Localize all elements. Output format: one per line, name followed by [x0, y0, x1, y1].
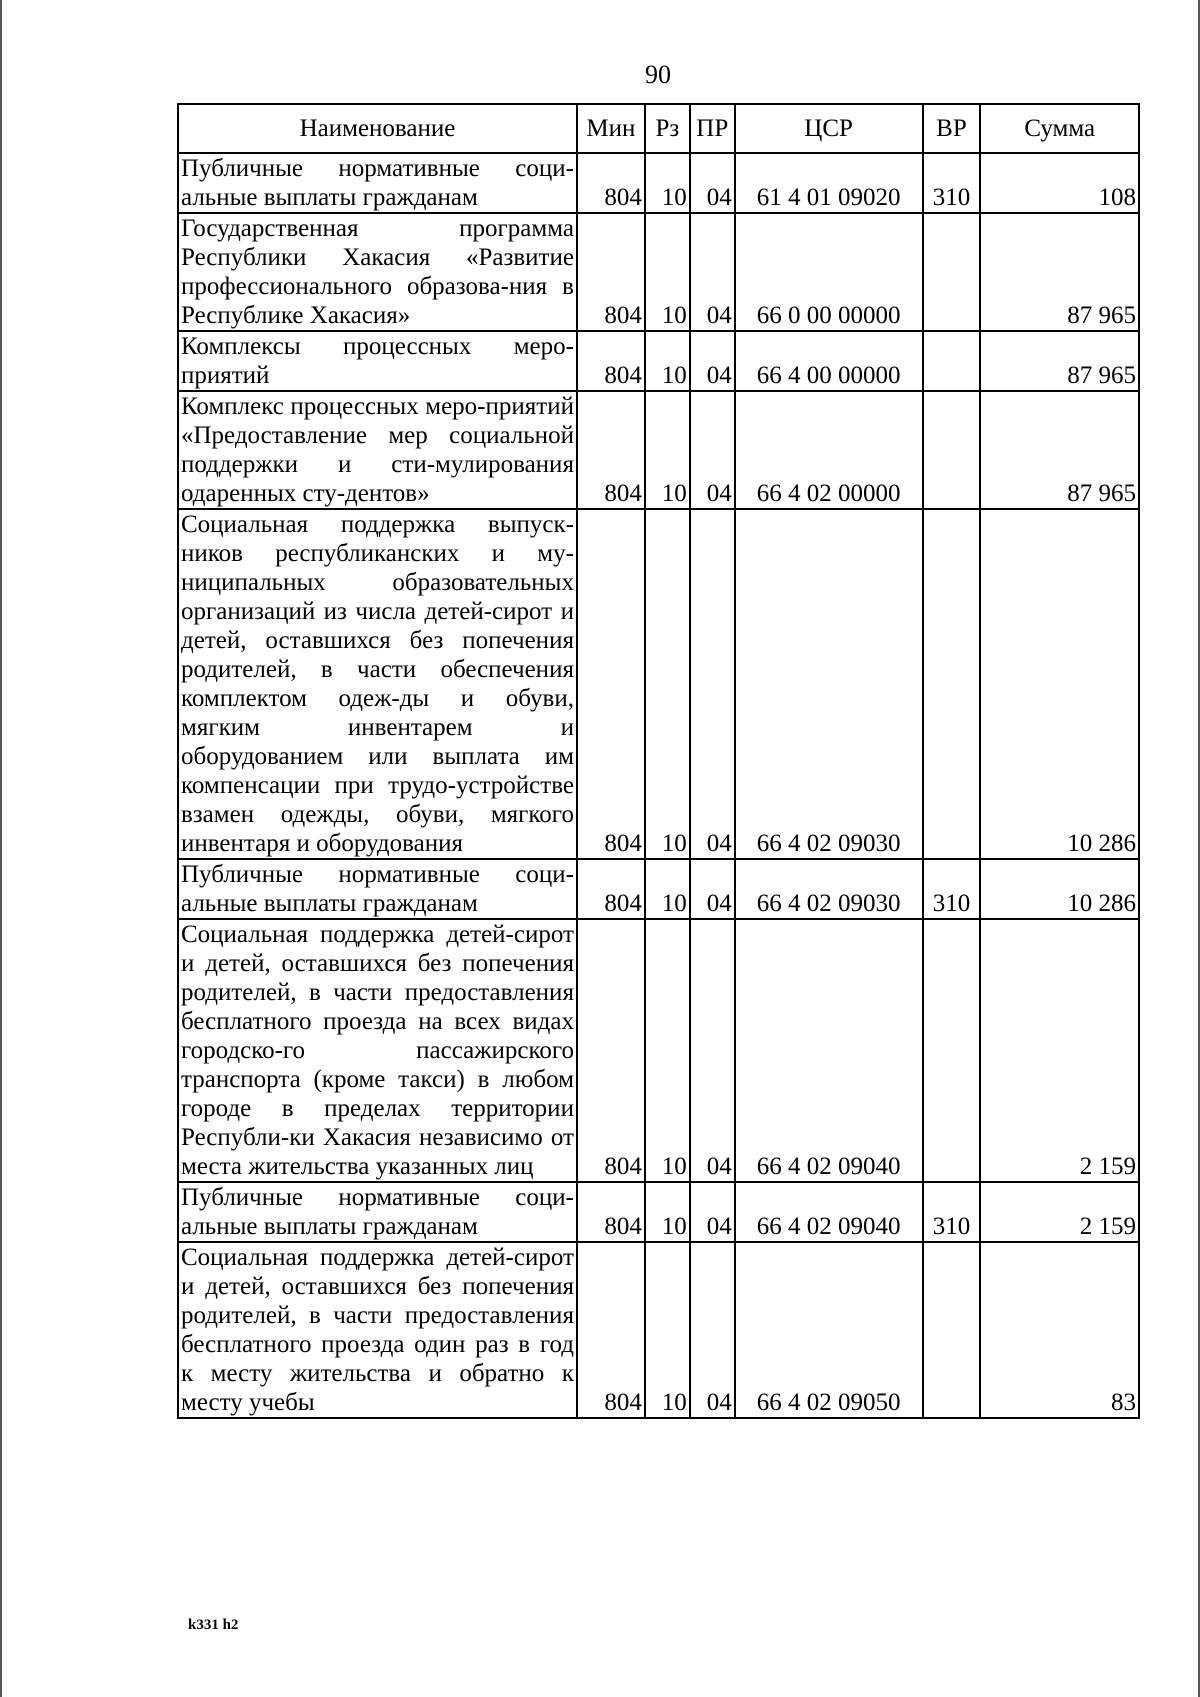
cell-vr	[923, 331, 981, 391]
cell-pr: 04	[690, 1182, 735, 1242]
cell-vr	[923, 919, 981, 1182]
cell-csr: 61 4 01 09020	[735, 153, 923, 213]
table-header-row	[178, 104, 1139, 153]
cell-vr	[923, 1242, 981, 1418]
cell-rz: 10	[645, 919, 690, 1182]
header-sum: Сумма	[980, 104, 1139, 153]
cell-csr: 66 4 02 00000	[735, 391, 923, 509]
cell-sum: 87 965	[980, 331, 1139, 391]
header-vr: ВР	[923, 104, 981, 153]
header-name: Наименование	[178, 104, 577, 153]
table-row	[178, 919, 1139, 1182]
cell-min: 804	[577, 1242, 645, 1418]
cell-rz: 10	[645, 153, 690, 213]
cell-min: 804	[577, 1182, 645, 1242]
cell-min: 804	[577, 153, 645, 213]
cell-csr: 66 4 02 09050	[735, 1242, 923, 1418]
cell-name: Комплекс процессных меро-приятий «Предоставление мер социальной поддержки и сти-мулирования одаренных сту-дентов»	[178, 391, 577, 509]
cell-vr	[923, 509, 981, 859]
cell-min: 804	[577, 919, 645, 1182]
cell-rz: 10	[645, 1242, 690, 1418]
cell-csr: 66 0 00 00000	[735, 213, 923, 331]
cell-vr: 310	[923, 153, 981, 213]
cell-name: Публичные нормативные соци-альные выплаты гражданам	[178, 153, 577, 213]
cell-pr: 04	[690, 213, 735, 331]
cell-sum: 108	[980, 153, 1139, 213]
page-left-edge	[0, 0, 2, 1697]
cell-sum: 87 965	[980, 213, 1139, 331]
cell-min: 804	[577, 509, 645, 859]
cell-name: Комплексы процессных меро-приятий	[178, 331, 577, 391]
cell-csr: 66 4 02 09030	[735, 509, 923, 859]
cell-sum: 10 286	[980, 509, 1139, 859]
header-min: Мин	[577, 104, 645, 153]
cell-sum: 10 286	[980, 859, 1139, 919]
table-row	[178, 509, 1139, 859]
cell-csr: 66 4 02 09030	[735, 859, 923, 919]
footer-code: k331 h2	[188, 1617, 239, 1633]
cell-vr: 310	[923, 859, 981, 919]
cell-min: 804	[577, 859, 645, 919]
cell-min: 804	[577, 391, 645, 509]
budget-table	[177, 103, 1140, 1419]
table-row	[178, 1182, 1139, 1242]
table-row	[178, 1242, 1139, 1418]
cell-rz: 10	[645, 1182, 690, 1242]
table-row	[178, 213, 1139, 331]
cell-vr	[923, 391, 981, 509]
cell-sum: 87 965	[980, 391, 1139, 509]
header-rz: Рз	[645, 104, 690, 153]
cell-csr: 66 4 02 09040	[735, 1182, 923, 1242]
header-pr: ПР	[690, 104, 735, 153]
cell-csr: 66 4 02 09040	[735, 919, 923, 1182]
cell-name: Публичные нормативные соци-альные выплаты гражданам	[178, 1182, 577, 1242]
cell-rz: 10	[645, 213, 690, 331]
table-row	[178, 391, 1139, 509]
cell-pr: 04	[690, 859, 735, 919]
cell-rz: 10	[645, 391, 690, 509]
cell-rz: 10	[645, 859, 690, 919]
cell-pr: 04	[690, 331, 735, 391]
cell-name: Государственная программа Республики Хакасия «Развитие профессионального образова-ния в Республике Хакасия»	[178, 213, 577, 331]
cell-min: 804	[577, 213, 645, 331]
cell-pr: 04	[690, 1242, 735, 1418]
cell-vr	[923, 213, 981, 331]
cell-min: 804	[577, 331, 645, 391]
cell-sum: 2 159	[980, 919, 1139, 1182]
cell-rz: 10	[645, 509, 690, 859]
table-row	[178, 331, 1139, 391]
cell-pr: 04	[690, 391, 735, 509]
header-csr: ЦСР	[735, 104, 923, 153]
table-row	[178, 859, 1139, 919]
cell-pr: 04	[690, 509, 735, 859]
cell-rz: 10	[645, 331, 690, 391]
cell-sum: 83	[980, 1242, 1139, 1418]
cell-pr: 04	[690, 919, 735, 1182]
cell-name: Публичные нормативные соци-альные выплаты гражданам	[178, 859, 577, 919]
cell-csr: 66 4 00 00000	[735, 331, 923, 391]
cell-name: Социальная поддержка детей-сирот и детей, оставшихся без попечения родителей, в части предоставления бесплатного проезда на всех видах городско-го пассажирского транспорта (кроме такси) в любом городе в пределах территории Республи-ки Хакасия независимо от места жительства указанных лиц	[178, 919, 577, 1182]
cell-pr: 04	[690, 153, 735, 213]
page-number: 90	[645, 60, 671, 89]
cell-name: Социальная поддержка выпуск-ников республиканских и му-ниципальных образовательных организаций из числа детей-сирот и детей, оставшихся без попечения родителей, в части обеспечения комплектом одеж-ды и обуви, мягким инвентарем и оборудованием или выплата им компенсации при трудо-устройстве взамен одежды, обуви, мягкого инвентаря и оборудования	[178, 509, 577, 859]
cell-sum: 2 159	[980, 1182, 1139, 1242]
cell-vr: 310	[923, 1182, 981, 1242]
cell-name: Социальная поддержка детей-сирот и детей, оставшихся без попечения родителей, в части предоставления бесплатного проезда один раз в год к месту жительства и обратно к месту учебы	[178, 1242, 577, 1418]
table-row	[178, 153, 1139, 213]
